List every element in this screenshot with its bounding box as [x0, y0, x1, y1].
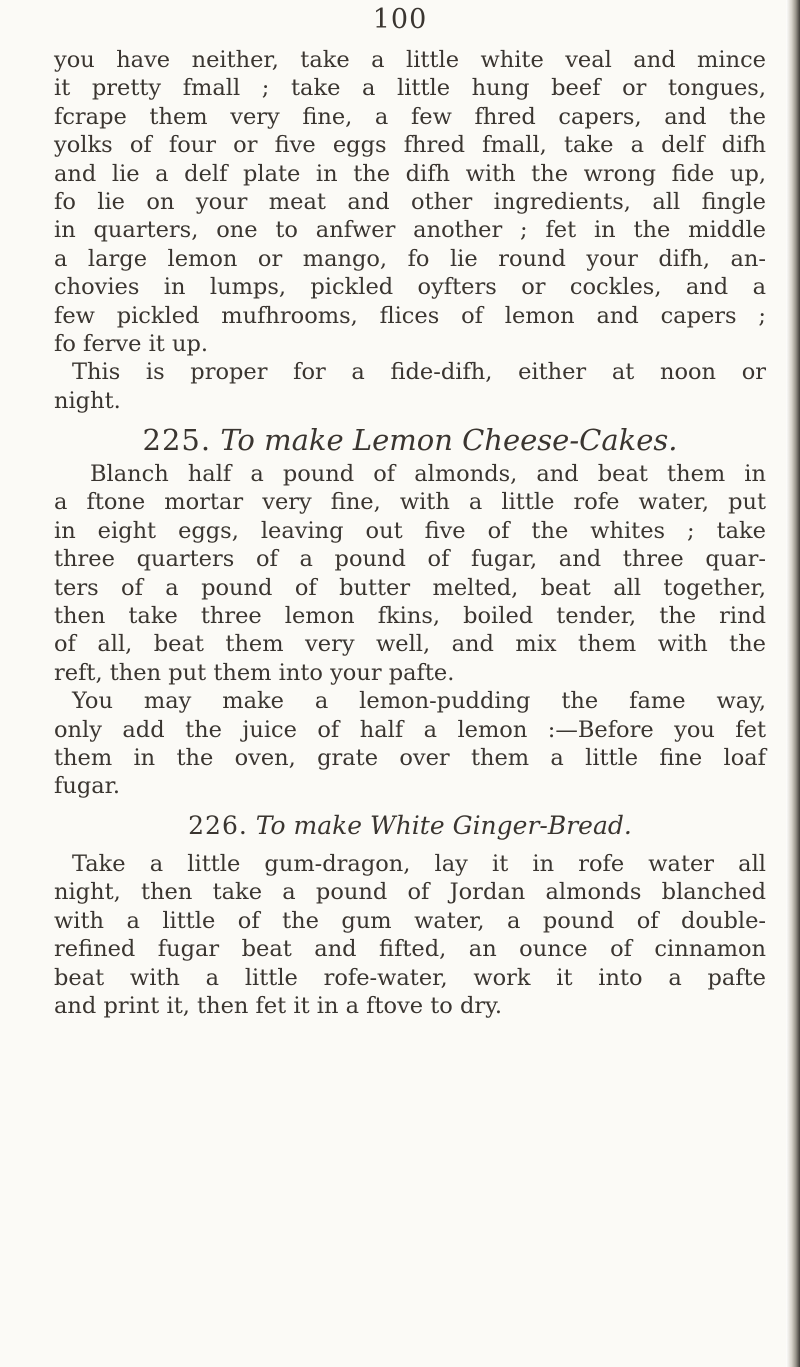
text-line: few pickled mufhrooms, flices of lemon and capers ;	[54, 302, 766, 329]
text-line: ters of a pound of butter melted, beat all together,	[54, 574, 766, 601]
text-line: and lie a delf plate in the difh with the wrong fide up,	[54, 160, 766, 187]
recipe-title: To make Lemon Cheese-Cakes.	[220, 423, 678, 457]
text-line: it pretty fmall ; take a little hung beef or tongues,	[54, 75, 766, 102]
text-line: fo ferve it up.	[54, 330, 209, 357]
text-line: yolks of four or five eggs fhred fmall, take a delf difh	[54, 132, 766, 159]
text-line: Blanch half a pound of almonds, and beat them in	[90, 461, 766, 487]
text-line: only add the juice of half a lemon :—Before you fet	[54, 716, 766, 743]
recipe-225	[54, 420, 766, 801]
recipe-226	[54, 810, 766, 1020]
text-line: beat with a little rofe-water, work it into a pafte	[54, 964, 766, 991]
text-line: of all, beat them very well, and mix them with the	[54, 631, 766, 658]
recipe-number: 225.	[142, 423, 212, 457]
text-line: fo lie on your meat and other ingredients, all fingle	[54, 188, 766, 215]
text-line: reft, then put them into your pafte.	[54, 659, 455, 686]
text-line: in eight eggs, leaving out five of the whites ; take	[54, 517, 766, 544]
recipe-number: 226.	[188, 811, 248, 840]
text-line: You may make a lemon-pudding the fame way,	[72, 688, 766, 715]
page-binding-edge	[786, 0, 800, 1367]
text-line: night, then take a pound of Jordan almonds blanched	[54, 879, 766, 906]
recipe-heading	[54, 420, 766, 460]
text-line: and print it, then fet it in a ftove to dry.	[54, 992, 503, 1019]
recipe-heading	[54, 810, 766, 842]
text-line: fcrape them very fine, a few fhred capers, and the	[54, 103, 766, 130]
text-line: chovies in lumps, pickled oyfters or cockles, and a	[54, 274, 766, 301]
text-line: fugar.	[54, 773, 121, 800]
text-line: in quarters, one to anfwer another ; fet in the middle	[54, 217, 766, 244]
text-line: This is proper for a fide-difh, either at noon or	[72, 359, 766, 386]
text-line: with a little of the gum water, a pound of double-	[54, 907, 766, 934]
text-line: a ftone mortar very fine, with a little rofe water, put	[54, 489, 766, 516]
text-line: then take three lemon fkins, boiled tender, the rind	[54, 602, 766, 629]
text-line: refined fugar beat and fifted, an ounce of cinnamon	[54, 936, 766, 963]
page-number: 100	[372, 4, 428, 35]
text-line: Take a little gum-dragon, lay it in rofe water all	[72, 851, 766, 877]
text-line: night.	[54, 387, 121, 414]
text-line: a large lemon or mango, fo lie round your difh, an-	[54, 245, 766, 272]
recipe-title: To make White Ginger-Bread.	[255, 811, 632, 840]
text-line: you have neither, take a little white veal and mince	[54, 47, 766, 73]
text-line: them in the oven, grate over them a little fine loaf	[54, 744, 766, 771]
continuation-paragraph	[54, 46, 766, 415]
text-line: three quarters of a pound of fugar, and three quar-	[54, 546, 766, 573]
